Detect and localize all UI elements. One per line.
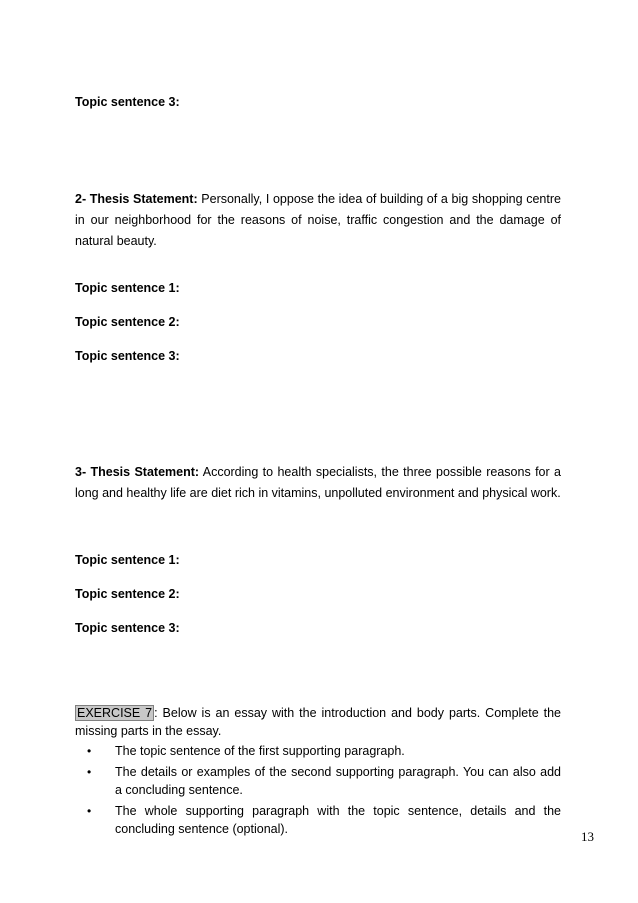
topic-sentence-1-label-2: Topic sentence 1: <box>75 281 180 295</box>
topic-sentence-3-label-2: Topic sentence 3: <box>75 349 180 363</box>
list-item <box>75 802 561 838</box>
topic-sentence-3-label-1: Topic sentence 3: <box>75 95 180 109</box>
topic-sentence-2-label-3: Topic sentence 2: <box>75 587 180 601</box>
exercise-7-label: EXERCISE 7 <box>77 706 153 720</box>
thesis-statement-2-heading: 2- Thesis Statement: <box>75 192 198 206</box>
thesis-statement-2 <box>75 189 561 252</box>
bullet-icon: • <box>87 744 92 758</box>
exercise-7-intro-text: : Below is an essay with the introduction and body parts. Complete the missing parts in the essay. <box>75 706 561 738</box>
list-item <box>75 742 561 760</box>
topic-sentence-2-label-2: Topic sentence 2: <box>75 315 180 329</box>
thesis-statement-3 <box>75 462 561 504</box>
thesis-statement-3-heading: 3- Thesis Statement: <box>75 465 200 479</box>
topic-sentence-1-label-3: Topic sentence 1: <box>75 553 180 567</box>
exercise-7-bullet-list <box>75 742 561 841</box>
bullet-icon: • <box>87 765 92 779</box>
page-number: 13 <box>581 829 594 844</box>
list-item <box>75 763 561 799</box>
bullet-text: The topic sentence of the first supporting paragraph. <box>115 744 405 758</box>
thesis-statement-2-body: Personally, I oppose the idea of building of a big shopping centre in our neighborhood for the reasons of noise, traffic congestion and the damage of natural beauty. <box>75 192 561 248</box>
bullet-icon: • <box>87 804 92 818</box>
bullet-text: The whole supporting paragraph with the topic sentence, details and the concluding sentence (optional). <box>115 804 561 836</box>
exercise-7-intro <box>75 704 561 740</box>
bullet-text: The details or examples of the second supporting paragraph. You can also add a concluding sentence. <box>115 765 561 797</box>
thesis-statement-3-body: According to health specialists, the three possible reasons for a long and healthy life are diet rich in vitamins, unpolluted environment and physical work. <box>75 465 561 500</box>
topic-sentence-3-label-3: Topic sentence 3: <box>75 621 180 635</box>
